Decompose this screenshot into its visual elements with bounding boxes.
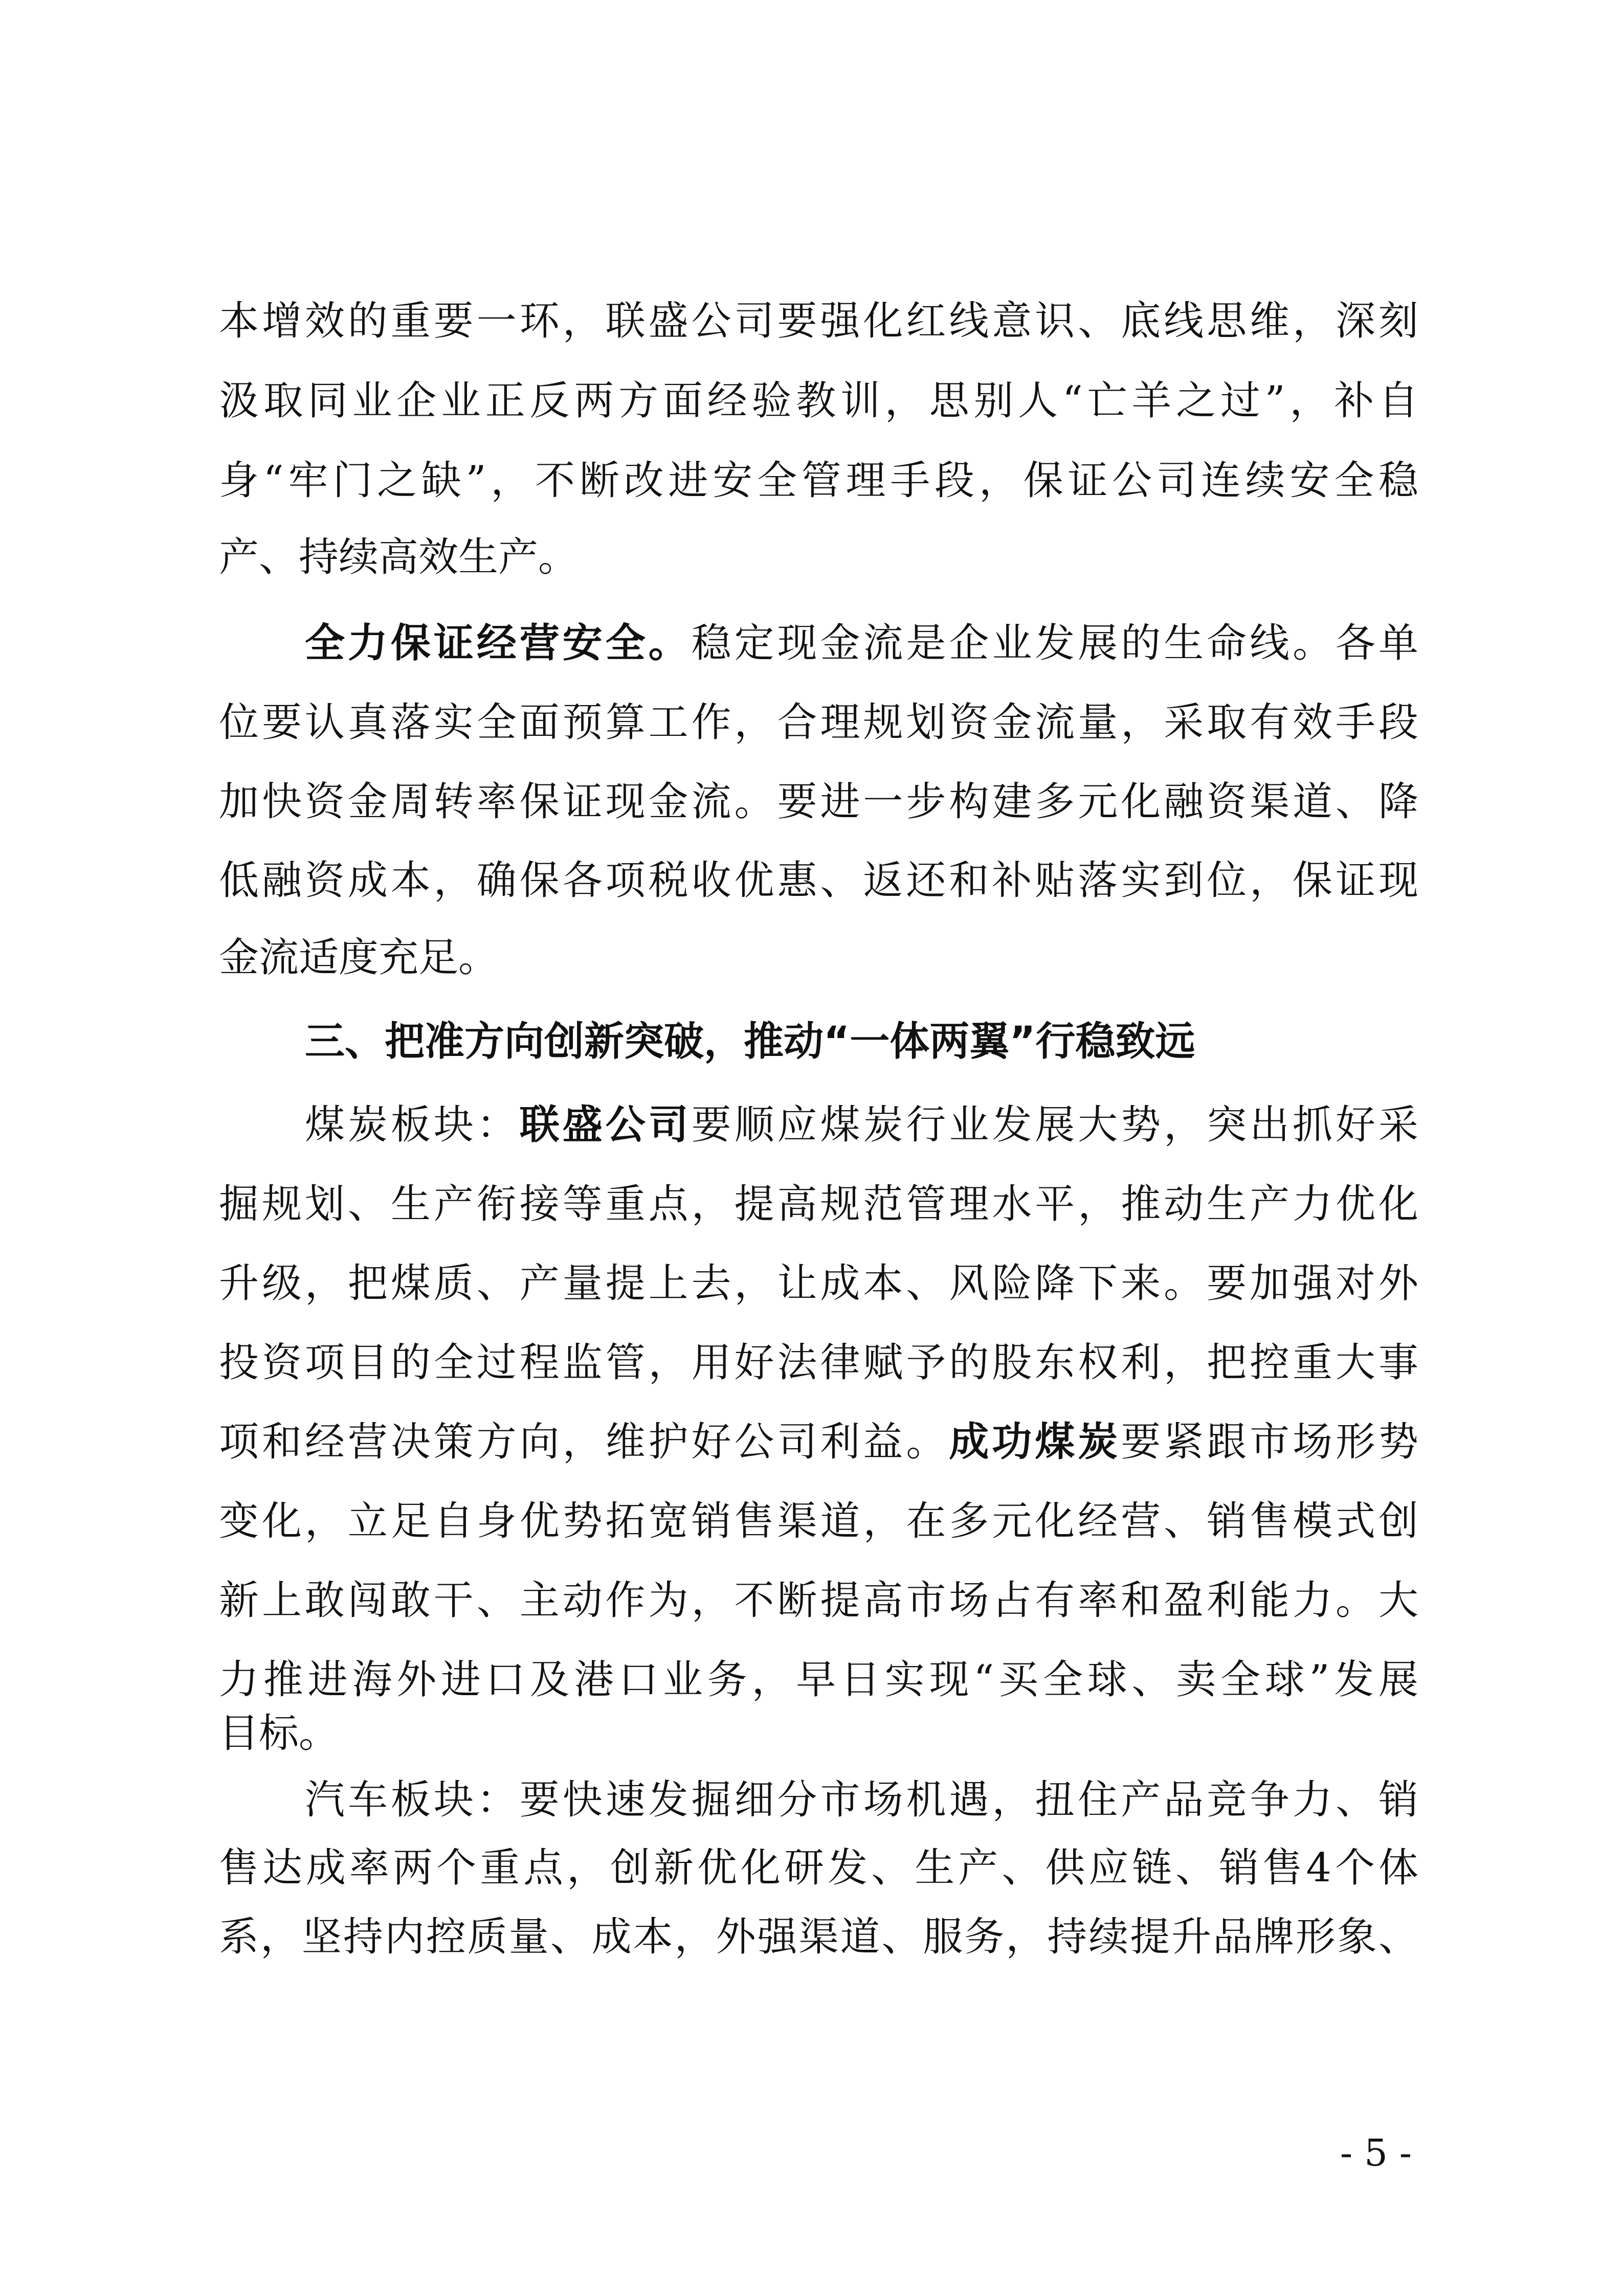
paragraph-line: 汲取同业企业正反两方面经验教训，思别人“亡羊之过”，补自	[219, 378, 1418, 424]
paragraph-line: 新上敢闯敢干、主动作为，不断提高市场占有率和盈利能力。大	[219, 1578, 1418, 1624]
paragraph-line: 位要认真落实全面预算工作，合理规划资金流量，采取有效手段	[219, 700, 1418, 746]
section-heading: 三、把准方向创新突破，推动“一体两翼”行稳致远	[305, 1019, 1195, 1065]
paragraph-line: 掘规划、生产衔接等重点，提高规范管理水平，推动生产力优化	[219, 1181, 1418, 1227]
paragraph-line: 系，坚持内控质量、成本，外强渠道、服务，持续提升品牌形象、	[219, 1914, 1418, 1960]
paragraph-text: 项和经营决策方向，维护好公司利益。	[219, 1419, 949, 1465]
paragraph-first-line	[305, 1099, 1418, 1151]
paragraph-line: 金流适度充足。	[219, 935, 499, 981]
paragraph-line: 产、持续高效生产。	[219, 534, 579, 580]
paragraph-line-mixed	[219, 1416, 1418, 1468]
paragraph-line: 目标。	[219, 1710, 339, 1757]
entity-bold: 联盛公司	[519, 1102, 692, 1148]
paragraph-line: 低融资成本，确保各项税收优惠、返还和补贴落实到位，保证现	[219, 858, 1418, 904]
sector-label: 煤炭板块：	[305, 1102, 520, 1148]
paragraph-text: 要紧跟市场形势	[1121, 1419, 1418, 1465]
paragraph-text: 要顺应煤炭行业发展大势，突出抓好采	[691, 1102, 1418, 1148]
paragraph-line: 力推进海外进口及港口业务，早日实现“买全球、卖全球”发展	[219, 1657, 1418, 1703]
sector-label: 汽车板块：	[305, 1777, 520, 1823]
paragraph-first-line	[305, 1774, 1418, 1826]
paragraph-text: 要快速发掘细分市场机遇，扭住产品竞争力、销	[519, 1777, 1418, 1823]
paragraph-line: 本增效的重要一环，联盛公司要强化红线意识、底线思维，深刻	[219, 298, 1418, 344]
paragraph-line: 升级，把煤质、产量提上去，让成本、风险降下来。要加强对外	[219, 1260, 1418, 1307]
paragraph-line: 售达成率两个重点，创新优化研发、生产、供应链、销售4个体	[219, 1845, 1418, 1891]
paragraph-first-line	[305, 618, 1418, 669]
paragraph-line: 投资项目的全过程监管，用好法律赋予的股东权利，把控重大事	[219, 1340, 1418, 1386]
entity-bold: 成功煤炭	[949, 1419, 1121, 1465]
page-number: - 5 -	[1340, 2131, 1412, 2174]
paragraph-line: 身“牢门之缺”，不断改进安全管理手段，保证公司连续安全稳	[219, 458, 1418, 504]
paragraph-line: 变化，立足自身优势拓宽销售渠道，在多元化经营、销售模式创	[219, 1498, 1418, 1544]
paragraph-text: 稳定现金流是企业发展的生命线。各单	[691, 620, 1418, 666]
paragraph-line: 加快资金周转率保证现金流。要进一步构建多元化融资渠道、降	[219, 779, 1418, 825]
paragraph-lead-bold: 全力保证经营安全。	[305, 620, 692, 666]
